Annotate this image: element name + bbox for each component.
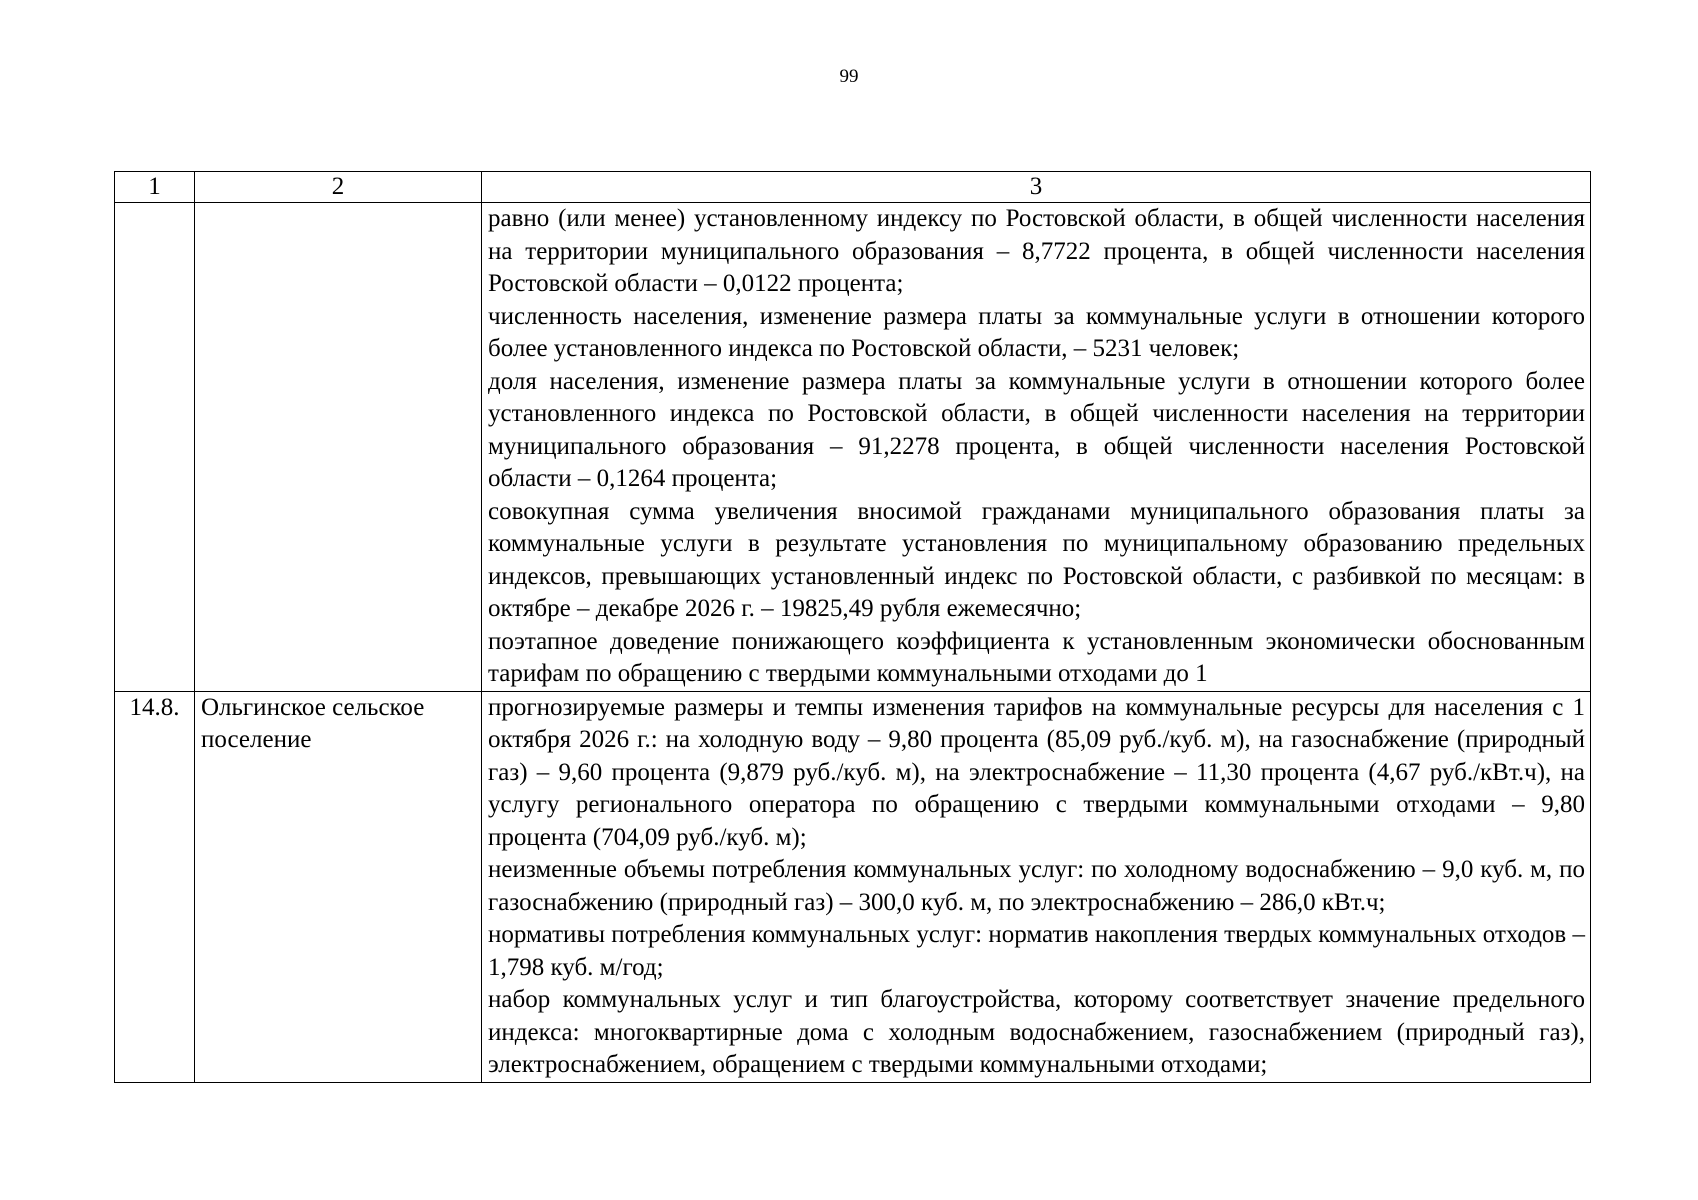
page-number: 99 [839, 66, 859, 87]
description-cell [482, 203, 1591, 692]
municipality-name-cell: Ольгинское сельское поселение [195, 691, 482, 1082]
description-paragraph: поэтапное доведение понижающего коэффициента к установленным экономически обоснованным тарифам по обращению с твердыми коммунальными отходами до 1 [488, 627, 1585, 687]
description-cell [482, 691, 1591, 1082]
description-paragraph: нормативы потребления коммунальных услуг: норматив накопления твердых коммунальных отходов – 1,798 куб. м/год; [488, 921, 1585, 981]
description-paragraph: неизменные объемы потребления коммунальных услуг: по холодному водоснабжению – 9,0 куб. м, по газоснабжению (природный газ) – 300,0 куб. м, по электроснабжению – 286,0 кВт.ч; [488, 856, 1585, 916]
description-paragraph: совокупная сумма увеличения вносимой гражданами муниципального образования платы за коммунальные услуги в результате установления по муниципальному образованию предельных индексов, превышающих установленный индекс по Ростовской области, с разбивкой по месяцам: в октябре – декабре 2026 г. – 19825,49 рубля ежемесячно; [488, 497, 1585, 622]
column-header-2: 2 [195, 172, 482, 203]
row-number-cell [115, 203, 195, 692]
row-number-cell: 14.8. [115, 691, 195, 1082]
column-header-1: 1 [115, 172, 195, 203]
table-header-row [115, 172, 1591, 203]
table-row [115, 203, 1591, 692]
column-header-3: 3 [482, 172, 1591, 203]
document-table [114, 171, 1591, 1083]
description-paragraph: доля населения, изменение размера платы за коммунальные услуги в отношении которого более установленного индекса по Ростовской области, в общей численности населения на территории муниципального образования – 91,2278 процента, в общей численности населения Ростовской области – 0,1264 процента; [488, 367, 1585, 492]
description-paragraph: прогнозируемые размеры и темпы изменения тарифов на коммунальные ресурсы для населения с 1 октября 2026 г.: на холодную воду – 9,80 процента (85,09 руб./куб. м), на газоснабжение (природный газ) – 9,60 процента (9,879 руб./куб. м), на электроснабжение – 11,30 процента (4,67 руб./кВт.ч), на услугу регионального оператора по обращению с твердыми коммунальными отходами – 9,80 процента (704,09 руб./куб. м); [488, 693, 1585, 851]
description-paragraph: равно (или менее) установленному индексу по Ростовской области, в общей численности населения на территории муниципального образования – 8,7722 процента, в общей численности населения Ростовской области – 0,0122 процента; [488, 205, 1585, 297]
description-paragraph: набор коммунальных услуг и тип благоустройства, которому соответствует значение предельного индекса: многоквартирные дома с холодным водоснабжением, газоснабжением (природный газ), электроснабжением, обращением с твердыми коммунальными отходами; [488, 986, 1585, 1078]
table-row [115, 691, 1591, 1082]
description-paragraph: численность населения, изменение размера платы за коммунальные услуги в отношении которого более установленного индекса по Ростовской области, – 5231 человек; [488, 302, 1585, 362]
municipality-name-cell [195, 203, 482, 692]
